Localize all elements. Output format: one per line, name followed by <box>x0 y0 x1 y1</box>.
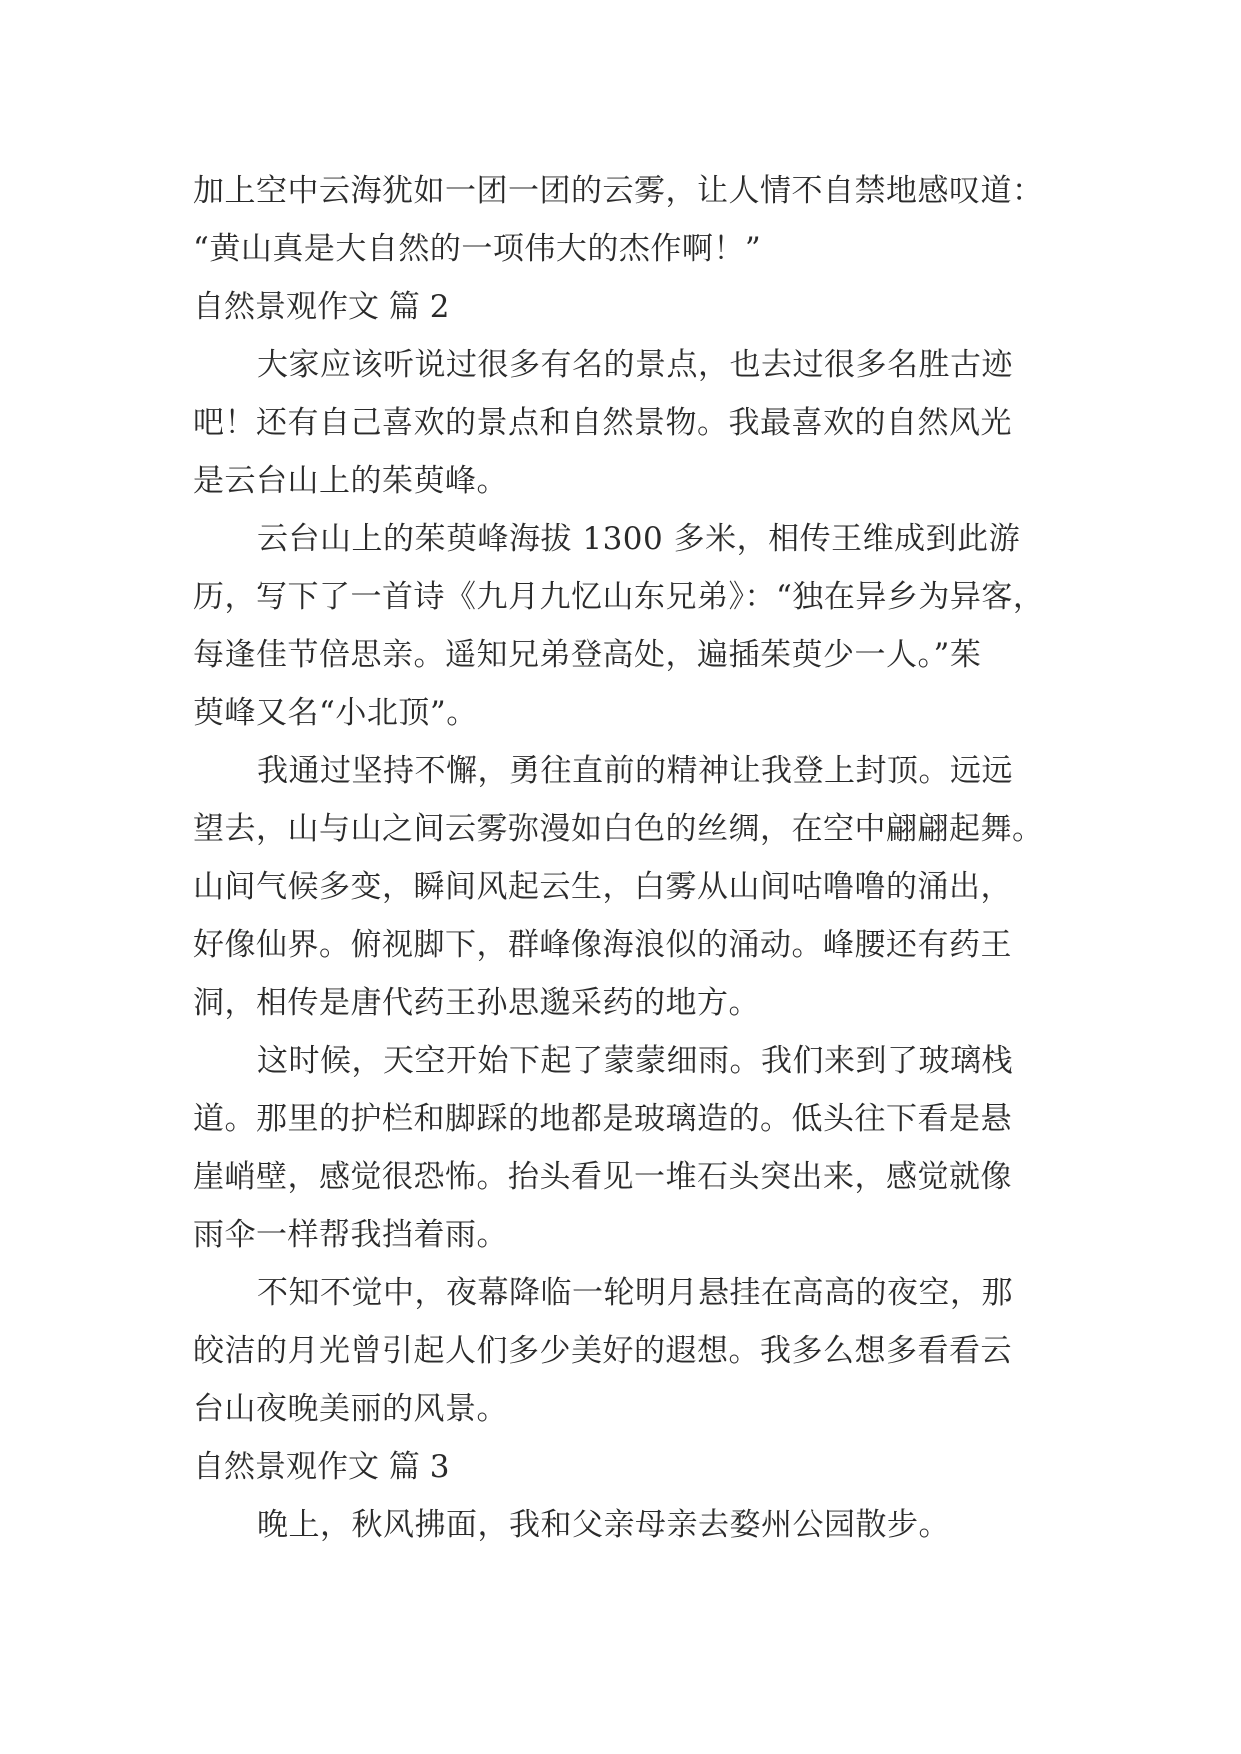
text-line: 好像仙界。俯视脚下，群峰像海浪似的涌动。峰腰还有药王 <box>193 927 1012 963</box>
section-heading: 自然景观作文 篇 2 <box>193 289 450 325</box>
text-line: 山间气候多变，瞬间风起云生，白雾从山间咕噜噜的涌出， <box>193 869 1012 905</box>
text-line: 道。那里的护栏和脚踩的地都是玻璃造的。低头往下看是悬 <box>193 1101 1012 1137</box>
section-heading: 自然景观作文 篇 3 <box>193 1449 450 1485</box>
text-line: “黄山真是大自然的一项伟大的杰作啊！” <box>193 231 762 267</box>
text-line: 萸峰又名“小北顶”。 <box>193 695 478 731</box>
text-line: 云台山上的茱萸峰海拔 1300 多米，相传王维成到此游 <box>257 521 1021 557</box>
text-line: 皎洁的月光曾引起人们多少美好的遐想。我多么想多看看云 <box>193 1333 1012 1369</box>
document-page <box>193 162 1053 1554</box>
text-line: 历，写下了一首诗《九月九忆山东兄弟》：“独在异乡为异客， <box>193 579 1045 615</box>
text-line: 是云台山上的茱萸峰。 <box>193 463 508 499</box>
text-line: 雨伞一样帮我挡着雨。 <box>193 1217 508 1253</box>
text-line: 大家应该听说过很多有名的景点，也去过很多名胜古迹 <box>257 347 1013 383</box>
text-line: 晚上，秋风拂面，我和父亲母亲去婺州公园散步。 <box>257 1507 950 1543</box>
text-line: 吧！还有自己喜欢的景点和自然景物。我最喜欢的自然风光 <box>193 405 1012 441</box>
text-line: 加上空中云海犹如一团一团的云雾，让人情不自禁地感叹道： <box>193 173 1044 209</box>
text-line: 望去，山与山之间云雾弥漫如白色的丝绸，在空中翩翩起舞。 <box>193 811 1044 847</box>
text-line: 我通过坚持不懈，勇往直前的精神让我登上封顶。远远 <box>257 753 1013 789</box>
text-line: 洞，相传是唐代药王孙思邈采药的地方。 <box>193 985 760 1021</box>
text-line: 每逢佳节倍思亲。遥知兄弟登高处，遍插茱萸少一人。”茱 <box>193 637 982 673</box>
text-line: 台山夜晚美丽的风景。 <box>193 1391 508 1427</box>
text-line: 崖峭壁，感觉很恐怖。抬头看见一堆石头突出来，感觉就像 <box>193 1159 1012 1195</box>
text-line: 不知不觉中，夜幕降临一轮明月悬挂在高高的夜空，那 <box>257 1275 1013 1311</box>
text-line: 这时候，天空开始下起了蒙蒙细雨。我们来到了玻璃栈 <box>257 1043 1013 1079</box>
